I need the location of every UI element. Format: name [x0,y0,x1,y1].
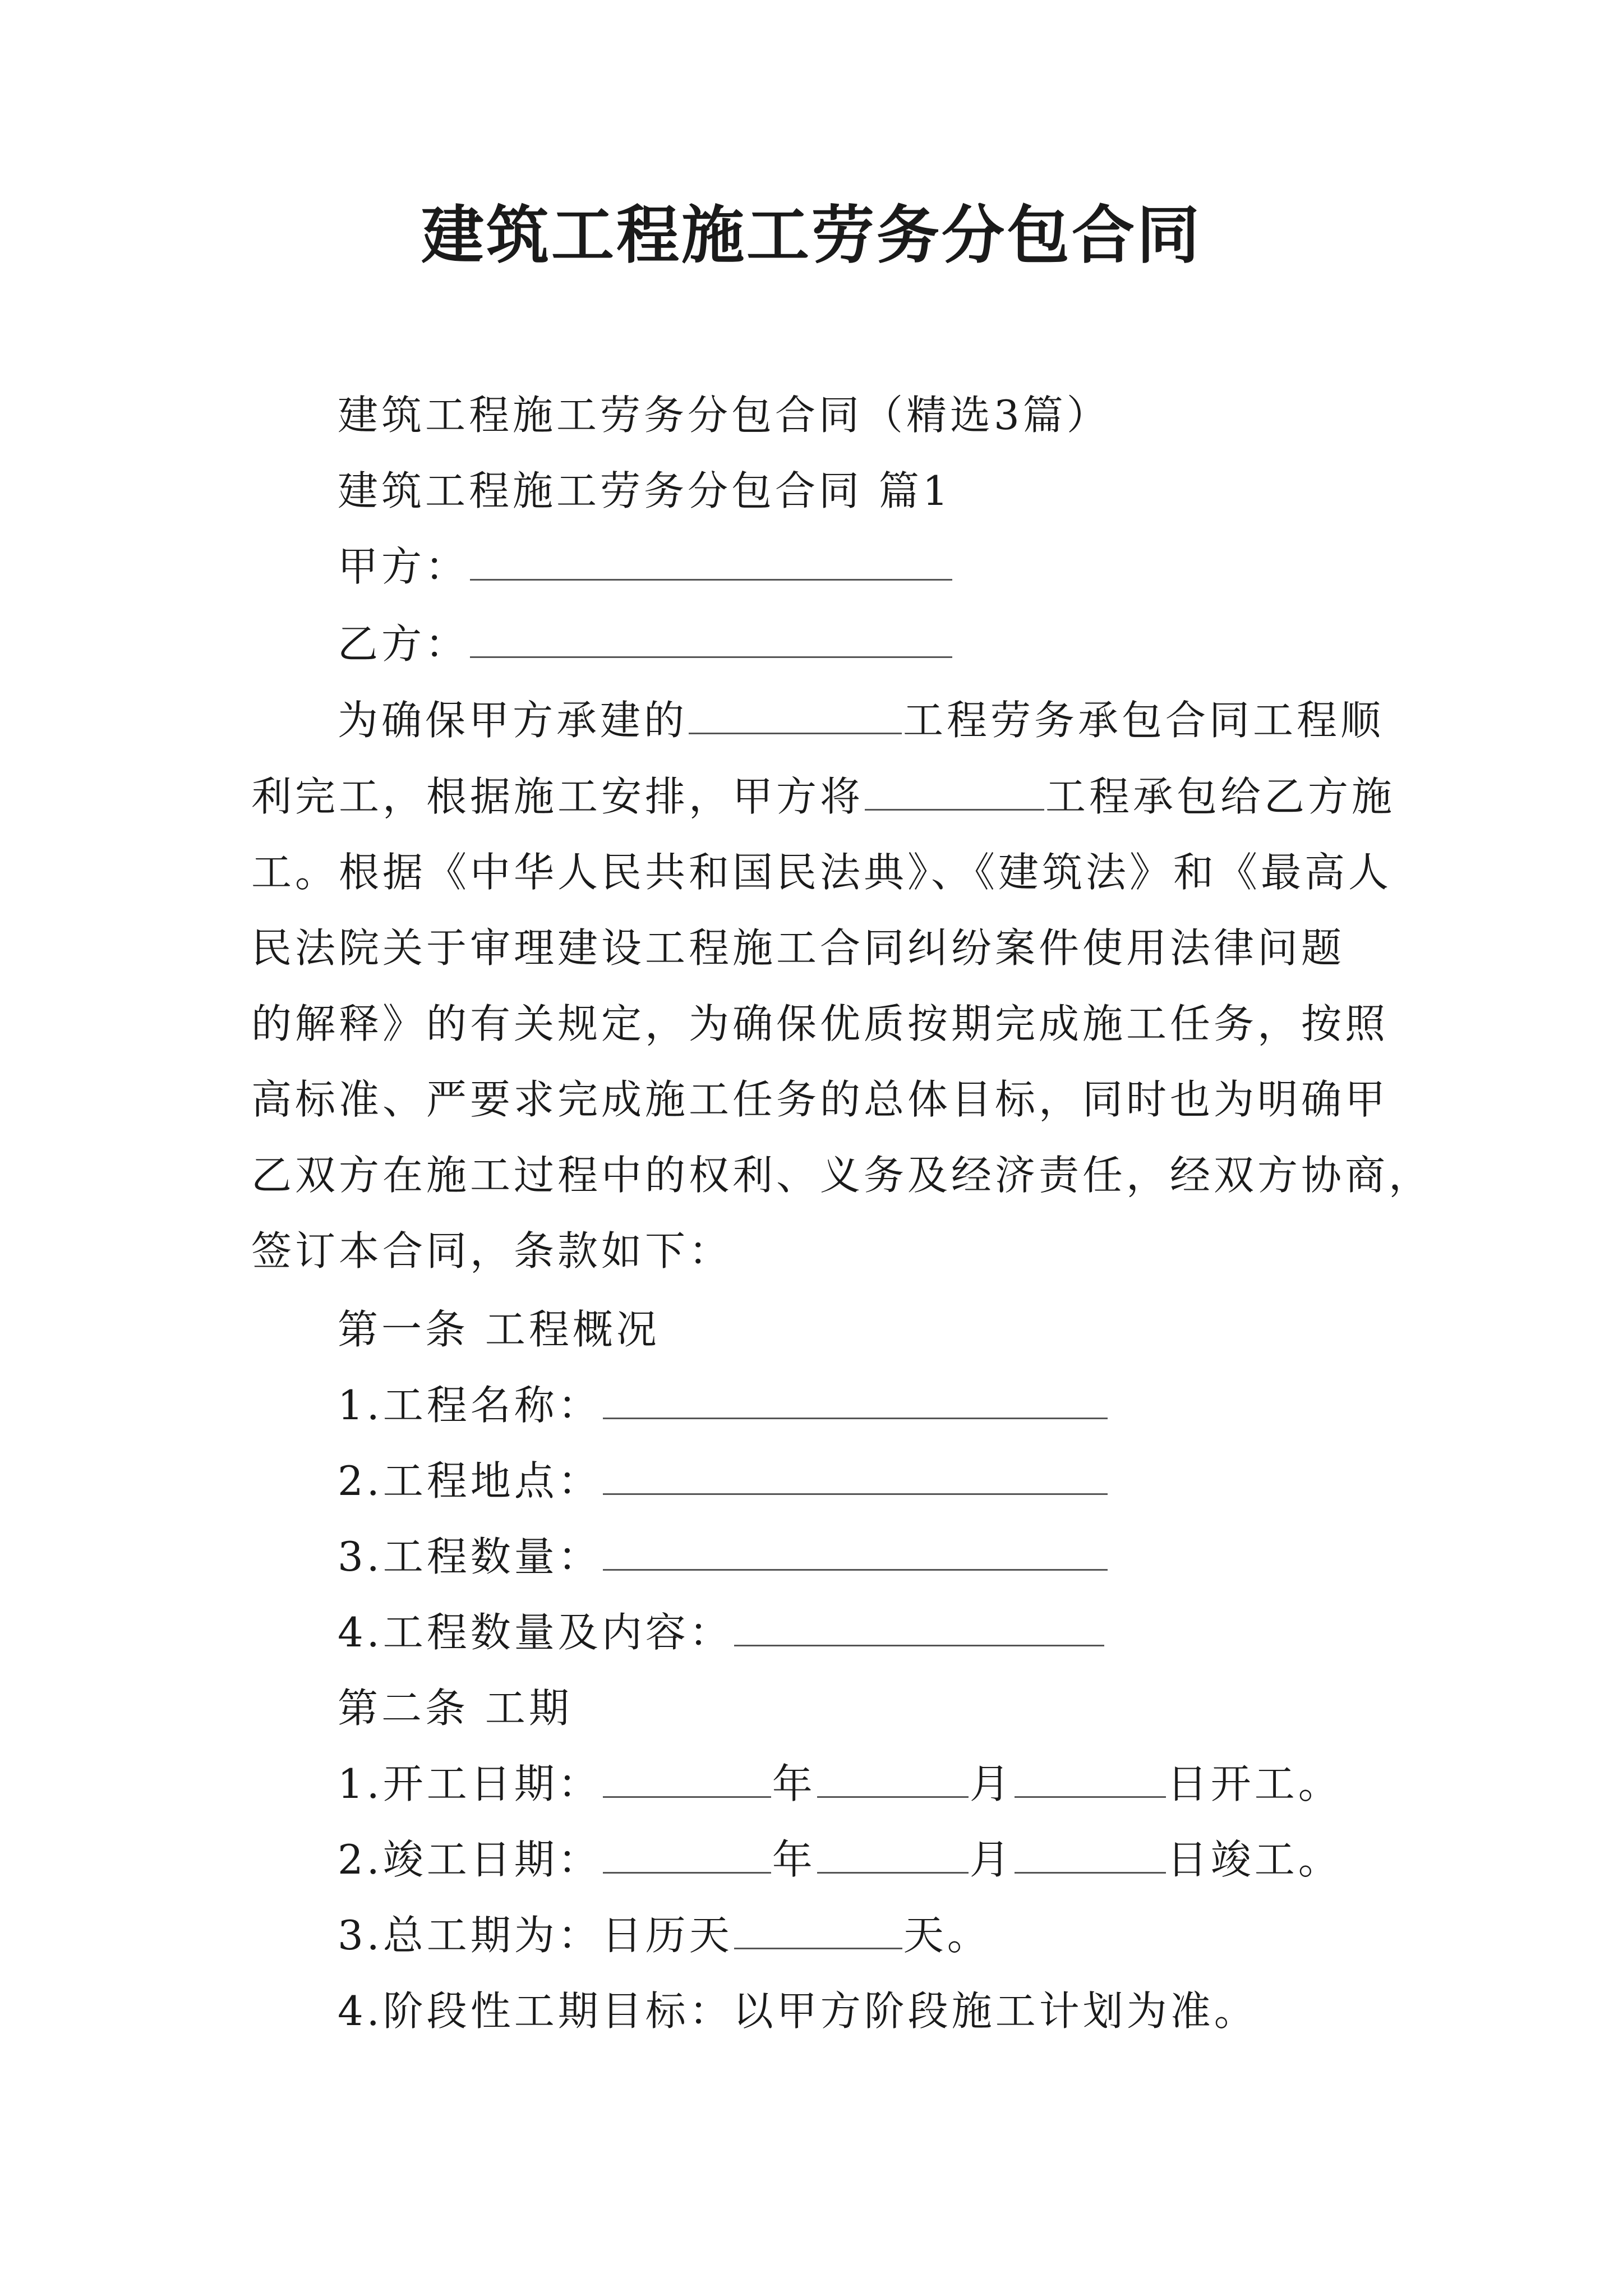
intro-line-6: 高标准、严要求完成施工任务的总体目标，同时也为明确甲 [251,1076,1389,1123]
day-label: 日开工。 [1166,1760,1342,1807]
article-2-total-days [338,1907,991,1963]
start-month-field[interactable] [817,1757,969,1798]
article-1-item-3 [338,1529,1109,1585]
project-blank[interactable] [865,770,1044,811]
item-label: 3.工程数量： [338,1533,602,1580]
intro-line-8: 签订本合同，条款如下： [251,1227,733,1274]
day-label: 日竣工。 [1166,1836,1342,1883]
intro-text: 工程劳务承包合同工程顺 [903,697,1385,744]
project-content-field[interactable] [734,1605,1104,1646]
intro-line-7: 乙双方在施工过程中的权利、义务及经济责任，经双方协商， [251,1152,1433,1199]
item-label: 1.工程名称： [338,1382,602,1429]
party-b-line [338,616,953,672]
year-label: 年 [772,1760,816,1807]
article-2-start-date [338,1756,1342,1812]
party-a-label: 甲方： [338,543,469,590]
subtitle: 建筑工程施工劳务分包合同（精选3篇） [338,392,1110,439]
start-day-field[interactable] [1015,1757,1166,1798]
party-b-label: 乙方： [338,620,469,668]
project-location-field[interactable] [603,1454,1108,1495]
start-year-field[interactable] [603,1757,771,1798]
year-label: 年 [772,1836,816,1883]
intro-text: 工程承包给乙方施 [1045,773,1396,820]
item-label: 2.竣工日期： [338,1836,602,1883]
article-1-item-4 [338,1604,1105,1660]
project-quantity-field[interactable] [603,1530,1108,1571]
item-suffix: 天。 [903,1912,991,1959]
party-a-line [338,539,953,595]
article-1-heading: 第一条 工程概况 [338,1306,660,1353]
intro-line-5: 的解释》的有关规定，为确保优质按期完成施工任务，按照 [251,1000,1389,1047]
item-label: 1.开工日期： [338,1760,602,1807]
project-name-blank[interactable] [689,693,902,734]
item-label: 2.工程地点： [338,1457,602,1504]
intro-text: 利完工，根据施工安排，甲方将 [251,773,864,820]
part-heading: 建筑工程施工劳务分包合同 篇1 [338,467,952,514]
party-b-blank[interactable] [470,617,952,658]
month-label: 月 [969,1836,1013,1883]
intro-line-1 [338,692,1384,748]
month-label: 月 [969,1760,1013,1807]
intro-line-4: 民法院关于审理建设工程施工合同纠纷案件使用法律问题 [251,924,1345,972]
project-name-field[interactable] [603,1378,1108,1419]
article-1-item-2 [338,1453,1109,1509]
intro-line-3: 工。根据《中华人民共和国民法典》、《建筑法》和《最高人 [251,849,1393,896]
end-year-field[interactable] [603,1833,771,1874]
item-label: 4.工程数量及内容： [338,1609,733,1656]
item-label: 3.总工期为：日历天 [338,1912,733,1959]
end-month-field[interactable] [817,1833,969,1874]
end-day-field[interactable] [1015,1833,1166,1874]
total-days-field[interactable] [734,1908,902,1949]
intro-line-2 [251,769,1395,825]
article-2-end-date [338,1832,1342,1888]
document-title: 建筑工程施工劳务分包合同 [421,199,1202,272]
party-a-blank[interactable] [470,540,952,581]
article-2-heading: 第二条 工期 [338,1685,573,1732]
article-1-item-1 [338,1377,1109,1433]
intro-text: 为确保甲方承建的 [338,697,688,744]
article-2-stage: 4.阶段性工期目标：以甲方阶段施工计划为准。 [338,1987,1258,2035]
